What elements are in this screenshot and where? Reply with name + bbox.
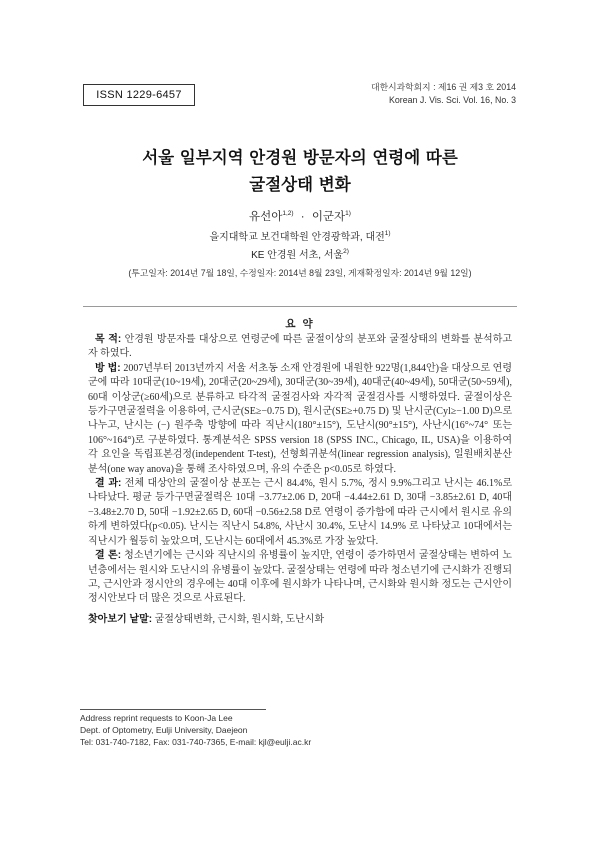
correspondence-line: Dept. of Optometry, Eulji University, Daejeon (80, 725, 248, 735)
affiliation-text: KE 안경원 서초, 서울 (251, 250, 344, 261)
author-name: 이군자 (311, 211, 346, 223)
paper-title (60, 144, 540, 198)
keywords-label: 찾아보기 낱말: (88, 613, 153, 625)
abstract-section-label: 결 론: (95, 550, 122, 562)
issn-box: ISSN 1229-6457 (83, 84, 195, 106)
abstract-section-label: 결 과: (95, 478, 122, 490)
author-separator: · (300, 211, 305, 223)
abstract-section-conclusion (88, 549, 512, 607)
journal-citation-korean: 대한시과학회지 : 제16 권 제3 호 2014 (371, 82, 516, 92)
footnote-divider (80, 709, 266, 710)
journal-citation (371, 81, 516, 106)
affiliation-list (60, 229, 540, 265)
author-affiliation-mark: 1,2) (282, 210, 294, 217)
abstract-section-text: 청소년기에는 근시와 직난시의 유병률이 높지만, 연령이 증가하면서 굴절상태는 변하여 노년층에서는 원시와 도난시의 유병률이 높았다. 굴절상태는 연령에 따라 청소년기에 근시화가 진행되고, 근시안과 정시안의 경우에는 40대 이후에 원시화가 나타나며, 근시화와 원시화 정도는 근시안이 정시안보다 더 많은 것으로 사료된다. (88, 550, 513, 605)
affiliation-mark: 2) (343, 248, 349, 255)
header-divider (83, 306, 517, 307)
abstract-section-results (88, 477, 512, 549)
correspondence-footnote (80, 712, 311, 748)
correspondence-line: Tel: 031-740-7182, Fax: 031-740-7365, E-mail: kjl@eulji.ac.kr (80, 737, 312, 747)
paper-title-line-1: 서울 일부지역 안경원 방문자의 연령에 따른 (142, 148, 458, 167)
author-list (60, 208, 540, 224)
abstract-section-label: 목 적: (95, 334, 122, 345)
affiliation-line (60, 247, 540, 265)
affiliation-line (60, 229, 540, 247)
abstract-body (88, 333, 512, 627)
affiliation-text: 을지대학교 보건대학원 안경광학과, 대전 (209, 232, 385, 243)
keywords (88, 613, 512, 627)
correspondence-line: Address reprint requests to Koon-Ja Lee (80, 713, 233, 723)
abstract-section-purpose (88, 333, 512, 362)
keywords-text: 굴절상태변화, 근시화, 원시화, 도난시화 (154, 613, 325, 625)
abstract-section-label: 방 법: (95, 362, 121, 374)
author-name: 유선아 (249, 211, 283, 223)
paper-title-line-2: 굴절상태 변화 (249, 175, 351, 194)
abstract-heading: 요 약 (285, 318, 315, 330)
journal-citation-english: Korean J. Vis. Sci. Vol. 16, No. 3 (389, 94, 516, 105)
abstract-section-methods (88, 362, 512, 477)
affiliation-mark: 1) (384, 230, 391, 237)
abstract-section-text: 전체 대상안의 굴절이상 분포는 근시 84.4%, 원시 5.7%, 정시 9.9%그리고 난시는 46.1%로 나타났다. 평균 등가구면굴절력은 10대 −3.77±2.06 D, 20대 −4.44±2.61 D, 30대 −3.85±2.61 D, 40대 −3.48±2.70 D, 50대 −1.92±2.65 D, 60대 −0.56±2.58 D로 연령이 증가함에 따라 근시에서 원시로 유의하게 변하였다(p<0.05). 난시는 직난시 54.8%, 사난시 30.4%, 도난시 14.9% 로 나타났고 10대에서는 직난시가 월등히 높았으며, 도난시는 60대에서 45.3%로 가장 높았다. (88, 478, 512, 547)
submission-dates: (투고일자: 2014년 7월 18일, 수정일자: 2014년 8월 23일, 게재확정일자: 2014년 9월 12일) (128, 268, 472, 278)
author-affiliation-mark: 1) (345, 210, 351, 217)
abstract-section-text: 안경원 방문자를 대상으로 연령군에 따른 굴절이상의 분포와 굴절상태의 변화를 분석하고자 하였다. (88, 334, 513, 360)
abstract-section-text: 2007년부터 2013년까지 서울 서초동 소재 안경원에 내원한 922명(1,844안)을 대상으로 연령군에 따라 10대군(10~19세), 20대군(20~29세), 30대군(30~39세), 40대군(40~49세), 50대군(50~59세), 60대 이상군(≥60세)으로 분류하고 타각적 굴절검사와 자각적 굴절검사를 시행하였다. 굴절이상은 등가구면굴절력을 이용하여, 근시군(SE≥−0.75 D), 원시군(SE≥+0.75 D) 및 난시군(Cyl≥−1.00 D)으로 나누고, 난시는 (−) 원주축 방향에 따라 직난시(180°±15°), 도난시(90°±15°), 사난시(16°~74° 또는 106°~164°)로 구분하였다. 통계분석은 SPSS version 18 (SPSS INC., Chicago, IL, USA)을 이용하여 각 요인을 독립표본검정(independent T-test), 선형회귀분석(linear regression analysis), 일원배치분산분석(one way anova)을 통해 조사하였으며, 유의 수준은 p<0.05로 하였다. (88, 362, 513, 475)
